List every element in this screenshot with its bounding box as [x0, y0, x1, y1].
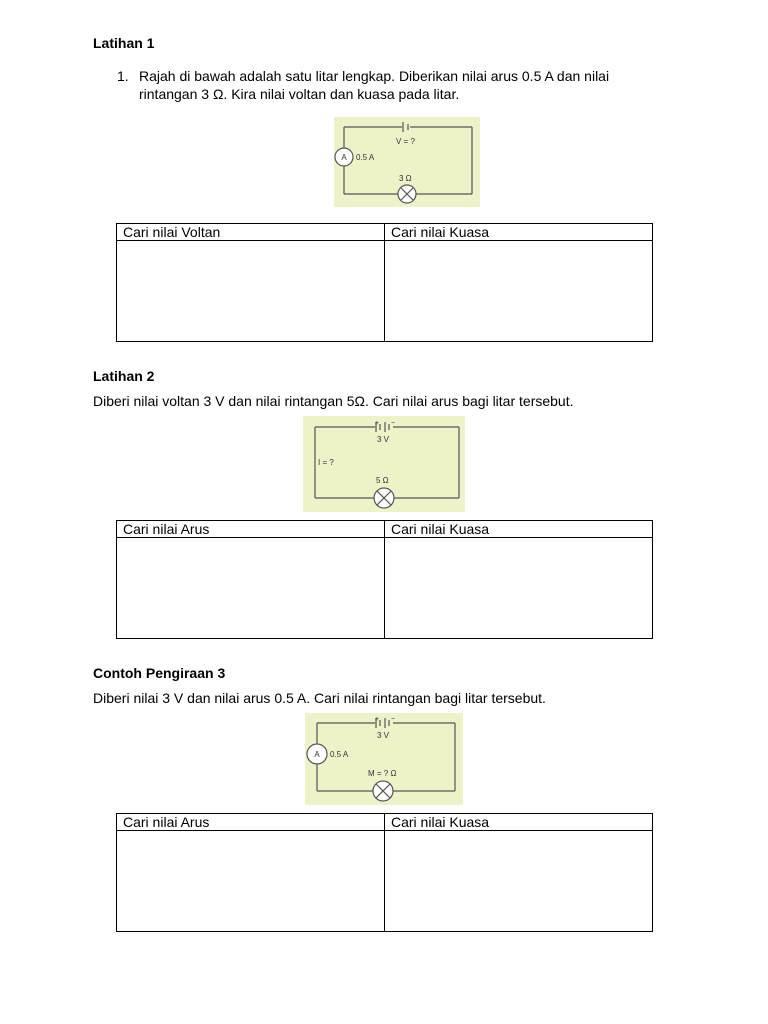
ammeter-label: A: [314, 750, 320, 759]
minus-sign: −: [391, 716, 396, 723]
column-header-current: Cari nilai Arus: [117, 814, 385, 831]
column-header-power: Cari nilai Kuasa: [385, 224, 653, 241]
answer-cell-voltage[interactable]: [117, 241, 385, 342]
lamp-icon: [373, 781, 393, 801]
ammeter-label: A: [341, 153, 347, 162]
question-line-1: Rajah di bawah adalah satu litar lengkap. Diberikan nilai arus 0.5 A dan nilai: [139, 68, 610, 84]
circuit-diagram-2: [303, 416, 465, 512]
current-label: I = ?: [318, 458, 334, 467]
column-header-power: Cari nilai Kuasa: [385, 521, 653, 538]
answer-table-3: [116, 813, 653, 932]
column-header-current: Cari nilai Arus: [117, 521, 385, 538]
exercise-2-text: Diberi nilai voltan 3 V dan nilai rintangan 5Ω. Cari nilai arus bagi litar tersebut.: [93, 393, 574, 409]
lamp-icon: [374, 488, 394, 508]
resistance-label: M = ? Ω: [368, 769, 397, 778]
voltage-label: 3 V: [377, 731, 390, 740]
question-text: [139, 67, 699, 103]
plus-sign: +: [375, 420, 380, 427]
resistance-label: 5 Ω: [376, 476, 389, 485]
exercise-3-text: Diberi nilai 3 V dan nilai arus 0.5 A. Cari nilai rintangan bagi litar tersebut.: [93, 690, 546, 706]
plus-sign: +: [375, 716, 380, 723]
minus-sign: −: [391, 420, 396, 427]
circuit-diagram-1: [334, 117, 480, 207]
current-label: 0.5 A: [330, 750, 349, 759]
answer-cell-power[interactable]: [385, 831, 653, 932]
exercise-3-title: Contoh Pengiraan 3: [93, 665, 226, 681]
circuit-diagram-3: [305, 713, 463, 805]
current-label: 0.5 A: [356, 153, 375, 162]
answer-cell-power[interactable]: [385, 538, 653, 639]
exercise-1-title: Latihan 1: [93, 35, 155, 51]
question-number: 1.: [117, 68, 129, 84]
answer-cell-power[interactable]: [385, 241, 653, 342]
exercise-2-title: Latihan 2: [93, 368, 155, 384]
column-header-power: Cari nilai Kuasa: [385, 814, 653, 831]
answer-table-2: [116, 520, 653, 639]
voltage-label: 3 V: [377, 435, 390, 444]
lamp-icon: [398, 185, 416, 203]
answer-table-1: [116, 223, 653, 342]
answer-cell-current[interactable]: [117, 831, 385, 932]
resistance-label: 3 Ω: [399, 174, 412, 183]
column-header-voltage: Cari nilai Voltan: [117, 224, 385, 241]
question-line-2: rintangan 3 Ω. Kira nilai voltan dan kuasa pada litar.: [139, 86, 460, 102]
voltage-label: V = ?: [396, 137, 415, 146]
answer-cell-current[interactable]: [117, 538, 385, 639]
